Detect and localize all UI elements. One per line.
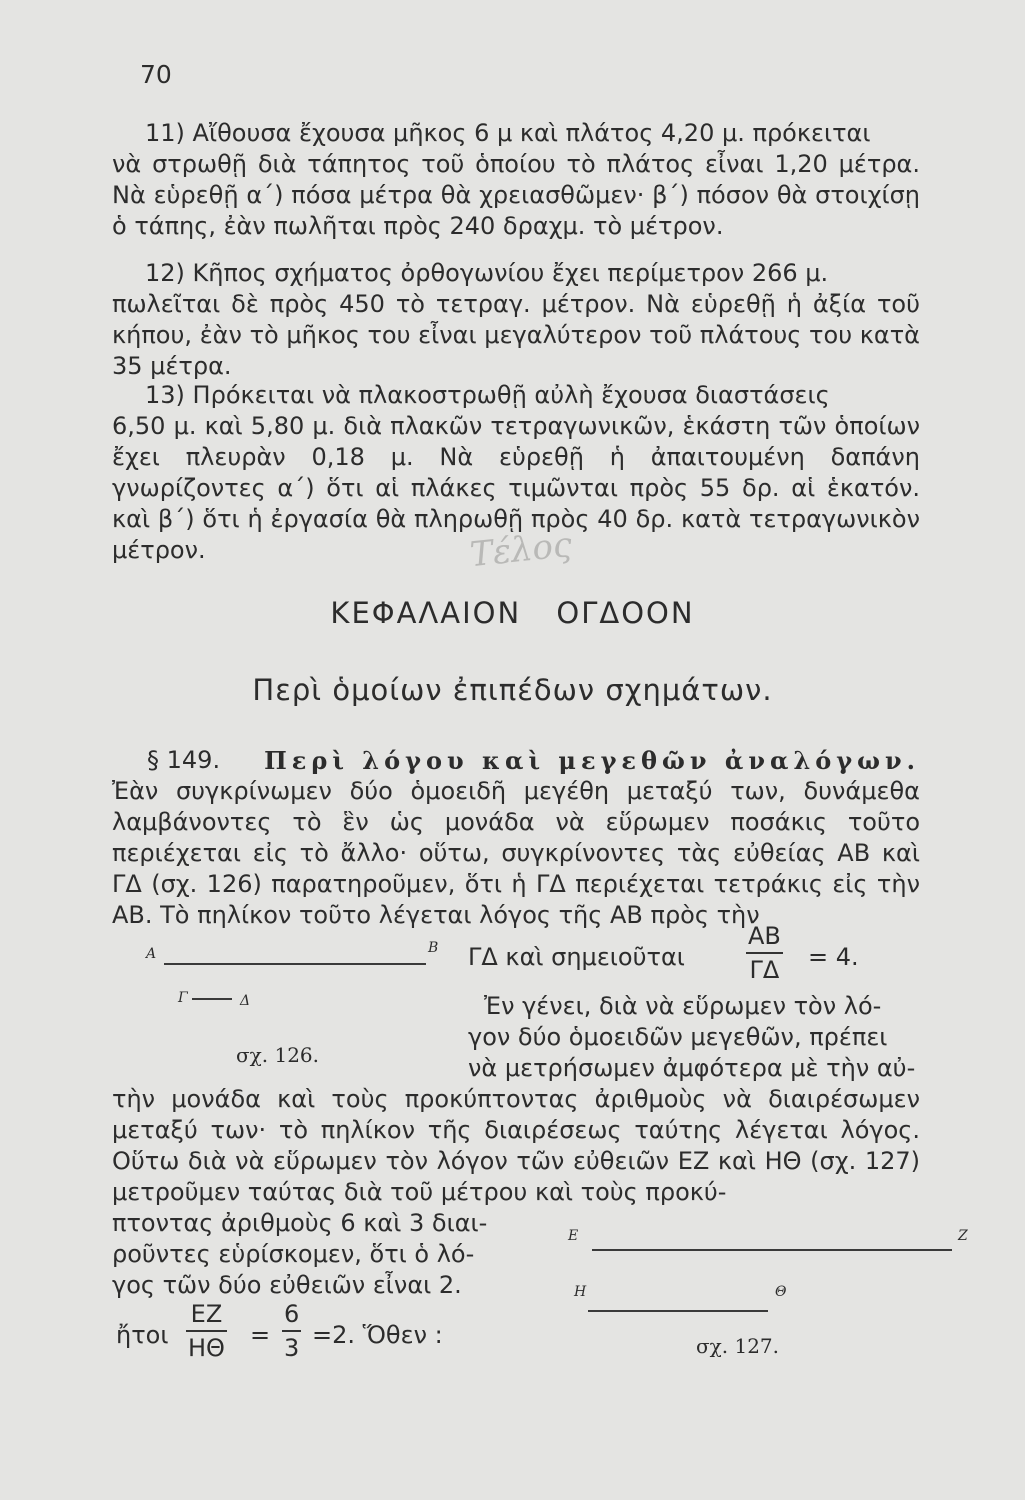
formula1-result: = 4. xyxy=(808,943,859,971)
formula1-denominator: ΓΔ xyxy=(749,956,780,984)
para2-line-2: γον δύο ὁμοειδῶν μεγεθῶν, πρέπει xyxy=(468,1023,888,1051)
section-149 xyxy=(112,745,920,931)
chapter-title: ΚΕΦΑΛΑΙΟΝ ΟΓΔΟΟΝ xyxy=(330,596,695,630)
exercise-13-rest: 6,50 μ. καὶ 5,80 μ. διὰ πλακῶν τετραγωνικῶν, ἑκάστη τῶν ὁποίων ἔχει πλευρὰν 0,18 μ. Νὰ εὑρεθῇ ἡ ἀπαιτουμένη δαπάνη γνωρίζοντες α΄) ὅτι αἱ πλάκες τιμῶνται πρὸς 55 δρ. αἱ ἑκατόν. καὶ β΄) ὅτι ἡ ἐργασία θὰ πληρωθῇ πρὸς 40 δρ. κατὰ τετραγωνικὸν μέτρον. xyxy=(112,412,920,564)
exercise-12 xyxy=(112,258,920,382)
fig126-caption: σχ. 126. xyxy=(236,1043,320,1067)
fig126-label-g: Γ xyxy=(178,990,188,1006)
para2-narrow-3: γος τῶν δύο εὐθειῶν εἶναι 2. xyxy=(112,1271,462,1299)
exercise-11 xyxy=(112,118,920,242)
para2-line-1: Ἐν γένει, διὰ νὰ εὕρωμεν τὸν λό- xyxy=(484,992,882,1020)
fig126-label-a: Α xyxy=(146,946,157,962)
section-paragraph-1: Ἐὰν συγκρίνωμεν δύο ὁμοειδῆ μεγέθη μεταξύ των, δυνάμεθα λαμβάνοντες τὸ ἓν ὡς μονάδα νὰ εὕρωμεν ποσάκις τοῦτο περιέχεται εἰς τὸ ἄλλο· οὕτω, συγκρίνοντες τὰς εὐθείας ΑΒ καὶ ΓΔ (σχ. 126) παρατηροῦμεν, ὅτι ἡ ΓΔ περιέχεται τετράκις εἰς τὴν ΑΒ. Τὸ πηλίκον τοῦτο λέγεται λόγος τῆς ΑΒ πρὸς τὴν xyxy=(112,777,920,929)
fig127-label-e: Ε xyxy=(568,1228,579,1244)
fraction-bar xyxy=(186,1330,227,1332)
formula2-prefix: ἤτοι xyxy=(116,1321,169,1349)
formula2-equals: = xyxy=(250,1321,271,1349)
para2-line-3: νὰ μετρήσωμεν ἀμφότερα μὲ τὴν αὐ- xyxy=(468,1054,916,1082)
formula2-suffix: =2. Ὅθεν : xyxy=(312,1321,443,1349)
formula2-denominator-1: ΗΘ xyxy=(188,1334,225,1362)
formula2-fraction-1 xyxy=(186,1300,227,1362)
page-number: 70 xyxy=(140,60,172,89)
fig127-label-z: Ζ xyxy=(958,1228,968,1244)
formula2-numerator-2: 6 xyxy=(284,1300,300,1328)
section-heading xyxy=(112,745,920,776)
fraction-bar xyxy=(746,952,783,954)
chapter-subtitle: Περὶ ὁμοίων ἐπιπέδων σχημάτων. xyxy=(252,673,773,707)
fig127-label-h: Η xyxy=(574,1284,587,1300)
section-number: § 149. xyxy=(147,746,221,774)
formula2-fraction-2 xyxy=(282,1300,301,1362)
pencil-annotation: Τέλος xyxy=(468,524,574,576)
section-title: Περὶ λόγου καὶ μεγεθῶν ἀναλόγων. xyxy=(264,746,920,775)
formula1-numerator: ΑΒ xyxy=(748,922,781,950)
fig127-caption: σχ. 127. xyxy=(696,1334,780,1358)
fig126-segment-gd xyxy=(192,998,232,1000)
formula1-fraction xyxy=(746,922,783,984)
formula2-denominator-2: 3 xyxy=(284,1334,300,1362)
formula1-text: ΓΔ καὶ σημειοῦται xyxy=(468,943,685,971)
exercise-11-rest: νὰ στρωθῇ διὰ τάπητος τοῦ ὁποίου τὸ πλάτος εἶναι 1,20 μέτρα. Νὰ εὑρεθῇ α΄) πόσα μέτρα θὰ χρειασθῶμεν· β΄) πόσον θὰ στοιχίσῃ ὁ τάπης, ἐὰν πωλῆται πρὸς 240 δραχμ. τὸ μέτρον. xyxy=(112,150,920,240)
exercise-13-first: 13) Πρόκειται νὰ πλακοστρωθῇ αὐλὴ ἔχουσα διαστάσεις xyxy=(145,381,830,409)
para2-narrow-2: ροῦντες εὑρίσκομεν, ὅτι ὁ λό- xyxy=(112,1240,475,1268)
fig126-segment-ab xyxy=(164,963,426,965)
fig127-segment-hth xyxy=(588,1310,768,1312)
para2-continuation: τὴν μονάδα καὶ τοὺς προκύπτοντας ἀριθμοὺς νὰ διαιρέσωμεν μεταξύ των· τὸ πηλίκον τῆς διαιρέσεως ταύτης λέγεται λόγος. Οὕτω διὰ νὰ εὕρωμεν τὸν λόγον τῶν εὐθειῶν ΕΖ καὶ ΗΘ (σχ. 127) μετροῦμεν ταύτας διὰ τοῦ μέτρου καὶ τοὺς προκύ- xyxy=(112,1085,920,1206)
fig127-label-th: Θ xyxy=(775,1284,787,1300)
fig126-label-d: Δ xyxy=(240,993,251,1009)
para2-narrow-1: πτοντας ἀριθμοὺς 6 καὶ 3 διαι- xyxy=(112,1209,488,1237)
fig126-label-b: Β xyxy=(428,940,439,956)
fig127-segment-ez xyxy=(592,1249,952,1251)
exercise-11-first: 11) Αἴθουσα ἔχουσα μῆκος 6 μ καὶ πλάτος 4,20 μ. πρόκειται xyxy=(145,119,871,147)
fraction-bar xyxy=(282,1330,301,1332)
exercise-12-rest: πωλεῖται δὲ πρὸς 450 τὸ τετραγ. μέτρον. Νὰ εὑρεθῇ ἡ ἀξία τοῦ κήπου, ἐὰν τὸ μῆκος του εἶναι μεγαλύτερον τοῦ πλάτους του κατὰ 35 μέτρα. xyxy=(112,290,920,380)
formula2-numerator-1: ΕΖ xyxy=(190,1300,223,1328)
exercise-12-first: 12) Κῆπος σχήματος ὀρθογωνίου ἔχει περίμετρον 266 μ. xyxy=(145,259,829,287)
